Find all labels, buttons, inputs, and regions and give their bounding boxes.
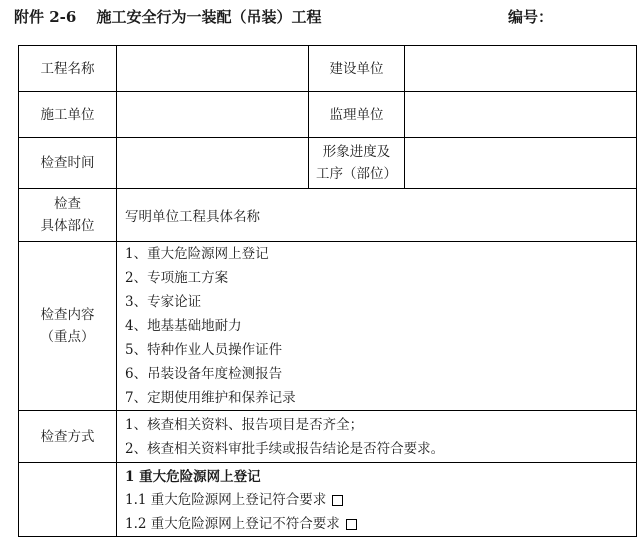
builder-unit-field[interactable] xyxy=(117,92,309,138)
progress-label-line1: 形象进度及 xyxy=(322,144,391,160)
location-label xyxy=(19,189,117,242)
inspection-time-field[interactable] xyxy=(117,138,309,189)
table-row xyxy=(19,411,637,463)
checkbox-item[interactable] xyxy=(125,488,636,512)
content-label-line1: 检查内容 xyxy=(40,307,95,323)
inspection-time-label: 检查时间 xyxy=(19,138,117,189)
document-header xyxy=(14,6,634,28)
list-item: 5、特种作业人员操作证件 xyxy=(125,342,283,358)
table-row xyxy=(19,189,637,242)
content-label-line2: （重点） xyxy=(40,329,95,345)
method-items xyxy=(117,411,637,463)
checkbox[interactable] xyxy=(332,495,343,506)
list-item: 1、核查相关资料、报告项目是否齐全； xyxy=(125,416,364,433)
section1-title: 1 重大危险源网上登记 xyxy=(125,469,261,485)
document-number-label: 编号： xyxy=(508,8,554,26)
list-item: 1、重大危险源网上登记 xyxy=(125,246,269,262)
list-item: 2、专项施工方案 xyxy=(125,270,229,286)
checkbox-item-label: 1.1 重大危险源网上登记符合要求 xyxy=(125,492,327,508)
table-row xyxy=(19,242,637,411)
table-row xyxy=(19,463,637,537)
project-name-field[interactable] xyxy=(117,46,309,92)
inspection-form-table xyxy=(18,45,637,537)
supervision-unit-field[interactable] xyxy=(405,92,637,138)
list-item: 7、定期使用维护和保养记录 xyxy=(125,390,296,406)
location-label-line2: 具体部位 xyxy=(40,218,95,234)
location-value[interactable]: 写明单位工程具体名称 xyxy=(117,189,637,242)
content-items xyxy=(117,242,637,411)
project-name-label: 工程名称 xyxy=(19,46,117,92)
progress-label xyxy=(309,138,405,189)
supervision-unit-label: 监理单位 xyxy=(309,92,405,138)
progress-label-line2: 工序（部位） xyxy=(316,166,397,182)
builder-unit-label: 施工单位 xyxy=(19,92,117,138)
list-item: 2、核查相关资料审批手续或报告结论是否符合要求。 xyxy=(125,440,445,457)
table-row xyxy=(19,46,637,92)
checkbox-item-label: 1.2 重大危险源网上登记不符合要求 xyxy=(125,516,340,532)
table-row xyxy=(19,138,637,189)
construction-unit-label: 建设单位 xyxy=(309,46,405,92)
checkbox[interactable] xyxy=(346,519,357,530)
document-title: 附件 2-6 施工安全行为一装配（吊装）工程 xyxy=(14,8,322,26)
list-item: 6、吊装设备年度检测报告 xyxy=(125,366,283,382)
table-row xyxy=(19,92,637,138)
checkbox-item[interactable] xyxy=(125,512,636,536)
progress-field[interactable] xyxy=(405,138,637,189)
location-label-line1: 检查 xyxy=(54,196,81,212)
list-item: 3、专家论证 xyxy=(125,294,202,310)
section1-content xyxy=(117,463,637,537)
method-label: 检查方式 xyxy=(19,411,117,463)
content-label xyxy=(19,242,117,411)
section1-label-cell xyxy=(19,463,117,537)
construction-unit-field[interactable] xyxy=(405,46,637,92)
list-item: 4、地基基础地耐力 xyxy=(125,318,242,334)
